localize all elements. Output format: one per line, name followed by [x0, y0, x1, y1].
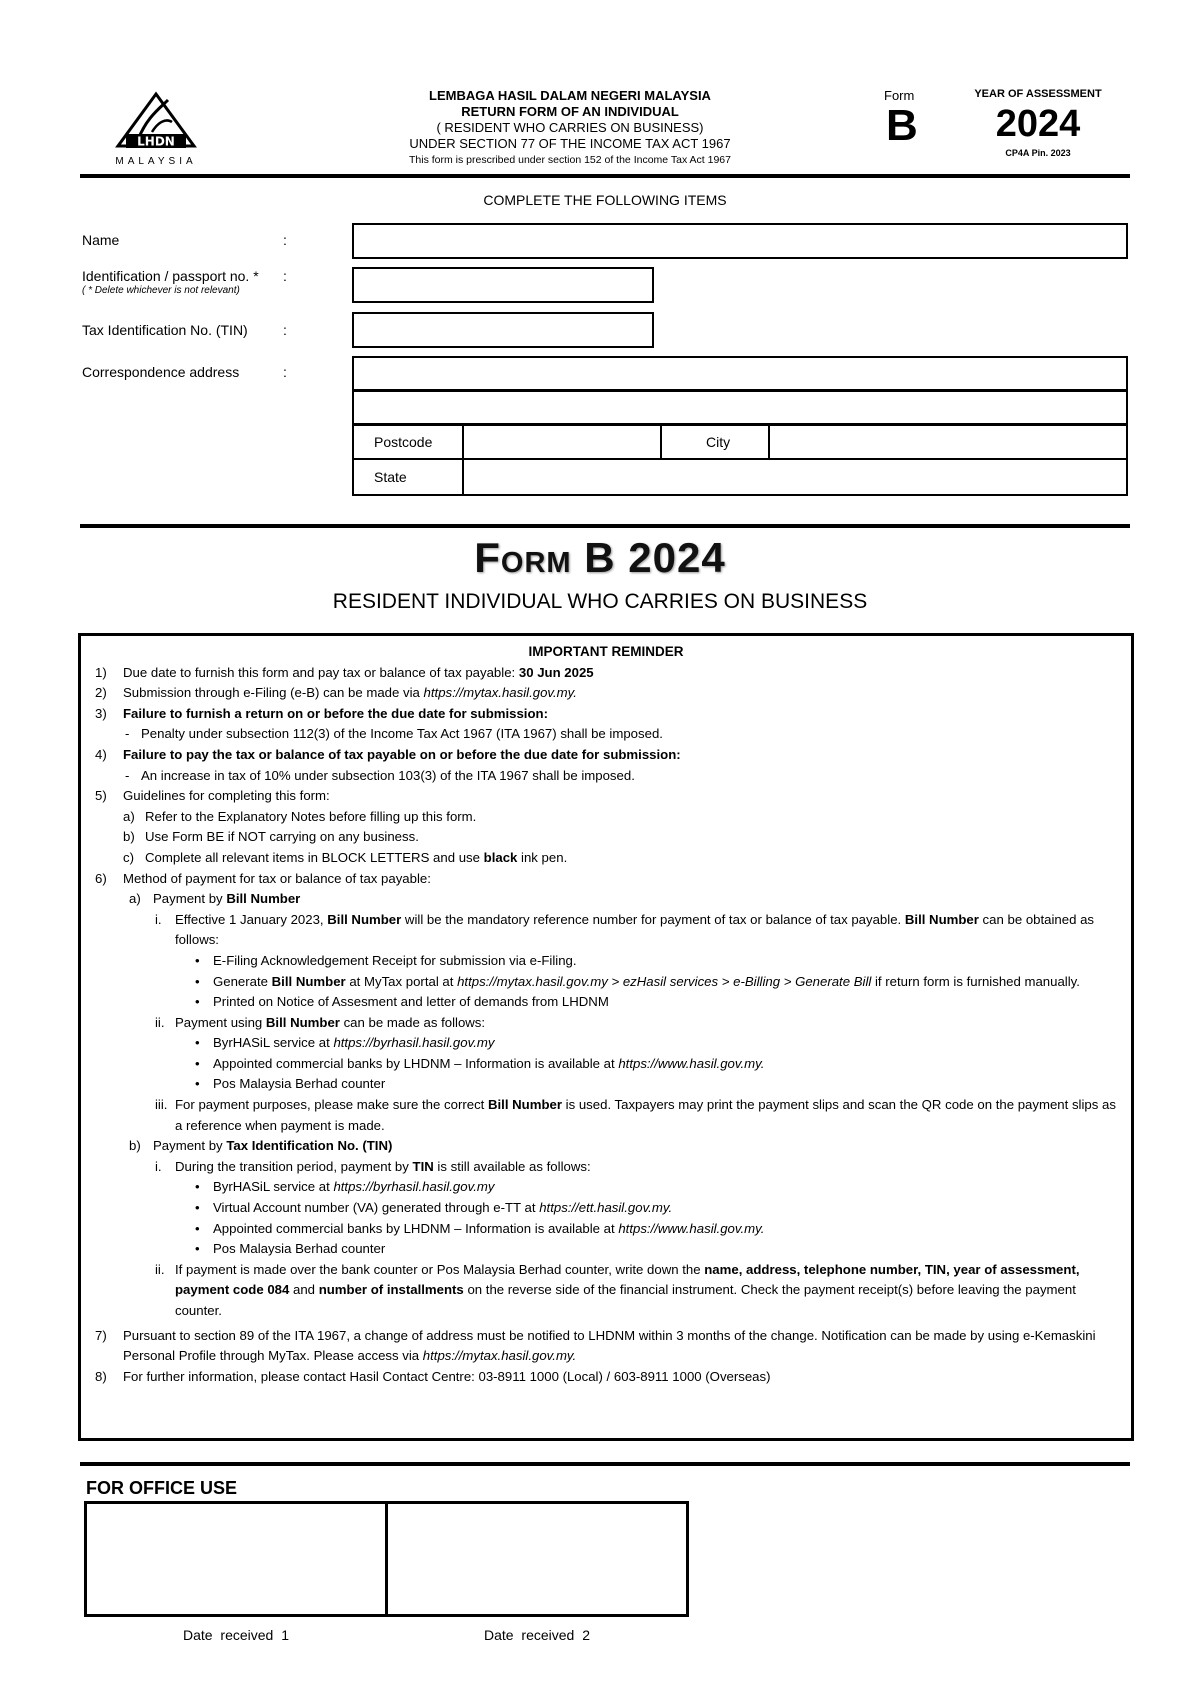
- roman-text-bold: name, address, telephone number, TIN, year of assessment, payment code 084: [175, 1261, 1080, 1298]
- state-label-cell: [352, 458, 464, 496]
- date-received-1-label: Date received 1: [182, 1627, 290, 1643]
- roman-text-bold: number of installments: [318, 1282, 464, 1298]
- reminder-item-2: [93, 683, 1119, 704]
- ebilling-link[interactable]: https://mytax.hasil.gov.my > ezHasil services > e-Billing > Generate Bill: [457, 973, 872, 989]
- address-line-2-field[interactable]: [352, 390, 1128, 425]
- reminder-divider: [80, 1462, 1130, 1466]
- id-note: ( * Delete whichever is not relevant): [82, 285, 240, 296]
- name-field[interactable]: [352, 223, 1128, 259]
- roman-text: will be the mandatory reference number for payment of tax or balance of tax payable.: [401, 911, 905, 927]
- hasil-link[interactable]: https://www.hasil.gov.my.: [618, 1055, 765, 1071]
- office-use-title: FOR OFFICE USE: [86, 1478, 238, 1498]
- bullet-text: at MyTax portal at: [345, 973, 458, 989]
- sub-marker: a): [129, 891, 141, 907]
- roman-text: Payment using: [175, 1014, 266, 1030]
- roman-text: and: [289, 1282, 319, 1298]
- reminder-item-4: [93, 745, 1119, 766]
- city-label-cell: [660, 424, 770, 460]
- colon: :: [283, 268, 287, 284]
- date-received-2-label: Date received 2: [483, 1627, 591, 1643]
- item-number: 8): [95, 1368, 107, 1384]
- roman-text: is used. Taxpayers may print the payment slips and scan the QR code on the payment slips as a reference when payment is made.: [175, 1097, 1116, 1133]
- bullet-text: Appointed commercial banks by LHDNM – Information is available at: [213, 1220, 619, 1236]
- sub-marker: b): [123, 829, 135, 845]
- colon: :: [283, 364, 287, 380]
- colon: :: [283, 322, 287, 338]
- item-text: Failure to furnish a return on or before the due date for submission:: [123, 705, 548, 721]
- roman-text: can be obtained as follows:: [175, 911, 1095, 948]
- reminder-roman-item: [93, 1157, 1119, 1178]
- item-number: 1): [95, 664, 107, 680]
- reminder-bullet: • Printed on Notice of Assesment and letter of demands from LHDNM: [93, 992, 1119, 1013]
- reminder-heading: IMPORTANT REMINDER: [528, 644, 684, 659]
- roman-marker: iii.: [155, 1097, 168, 1113]
- byrhasil-link[interactable]: https://byrhasil.hasil.gov.my: [333, 1035, 495, 1051]
- tin-label: Tax Identification No. (TIN): [82, 322, 248, 338]
- sub-marker: c): [123, 849, 134, 865]
- lhdn-logo: [108, 88, 204, 168]
- date-received-2-box: [385, 1501, 689, 1617]
- reminder-roman-item: [93, 1013, 1119, 1034]
- sub-marker: a): [123, 808, 135, 824]
- item-text: Method of payment for tax or balance of tax payable:: [123, 870, 431, 886]
- agency-name: LEMBAGA HASIL DALAM NEGERI MALAYSIA: [429, 88, 711, 103]
- form-label: Form: [884, 88, 915, 103]
- mytax-link[interactable]: https://mytax.hasil.gov.my.: [423, 685, 577, 701]
- header-divider: [80, 174, 1130, 178]
- tin-field[interactable]: [352, 312, 654, 348]
- reminder-item-8: [93, 1367, 1119, 1388]
- reminder-bullet: [93, 1219, 1119, 1240]
- reminder-bullet: [93, 1033, 1119, 1054]
- item-text: Submission through e-Filing (e-B) can be made via: [123, 685, 424, 701]
- sub-text: ink pen.: [517, 849, 568, 865]
- reminder-item-6: [93, 869, 1119, 890]
- date-received-1-box: [84, 1501, 388, 1617]
- bullet-text-bold: Bill Number: [271, 973, 346, 989]
- reminder-bullet: • Pos Malaysia Berhad counter: [93, 1074, 1119, 1095]
- bullet-text: Virtual Account number (VA) generated through e-TT at: [213, 1200, 540, 1216]
- roman-text-bold: Bill Number: [327, 911, 402, 927]
- id-label-block: [82, 268, 259, 296]
- id-passport-field[interactable]: [352, 267, 654, 303]
- items-title: COMPLETE THE FOLLOWING ITEMS: [483, 192, 727, 208]
- mytax-link[interactable]: https://mytax.hasil.gov.my.: [422, 1348, 577, 1364]
- roman-text-bold: TIN: [412, 1158, 434, 1174]
- reminder-dash: - An increase in tax of 10% under subsection 103(3) of the ITA 1967 shall be imposed.: [93, 766, 1119, 787]
- sub-text: Use Form BE if NOT carrying on any business.: [145, 829, 419, 845]
- city-field[interactable]: [768, 424, 1128, 460]
- roman-marker: ii.: [155, 1261, 165, 1277]
- roman-marker: i.: [155, 1158, 162, 1174]
- item-number: 7): [95, 1327, 107, 1343]
- roman-marker: ii.: [155, 1014, 165, 1030]
- sub-text-bold: black: [483, 849, 518, 865]
- item-text: Guidelines for completing this form:: [123, 788, 330, 804]
- roman-text: can be made as follows:: [339, 1014, 486, 1030]
- hasil-link[interactable]: https://www.hasil.gov.my.: [618, 1220, 765, 1236]
- reminder-item-1: [93, 663, 1119, 684]
- form-header: [80, 82, 1130, 174]
- id-label: Identification / passport no. *: [82, 268, 259, 284]
- name-label: Name: [82, 232, 120, 248]
- item-number: 4): [95, 746, 107, 762]
- item-text: Pursuant to section 89 of the ITA 1967, a change of address must be notified to LHDNM within 3 months of the change. Notification can be made by using e-Kemaskini Personal Profile through MyTax. Please access via: [123, 1327, 1096, 1364]
- form-subtitle: ( RESIDENT WHO CARRIES ON BUSINESS): [436, 120, 704, 135]
- header-title-block: [320, 88, 820, 168]
- reminder-bullet: • Pos Malaysia Berhad counter: [93, 1239, 1119, 1260]
- reminder-bullet: [93, 1177, 1119, 1198]
- reminder-sub-item: [93, 1136, 1119, 1157]
- logo-text: LHDN: [137, 134, 175, 149]
- sub-text: Complete all relevant items in BLOCK LETTERS and use: [145, 849, 484, 865]
- postcode-label-cell: [352, 424, 464, 460]
- sub-text-bold: Tax Identification No. (TIN): [226, 1138, 393, 1154]
- bullet-text: ByrHASiL service at: [213, 1035, 334, 1051]
- form-main-title: Form B 2024: [474, 534, 726, 581]
- reminder-roman-item: [93, 1260, 1119, 1322]
- sub-text: Payment by: [153, 891, 227, 907]
- roman-text-bold: Bill Number: [487, 1097, 562, 1113]
- item-text: Failure to pay the tax or balance of tax payable on or before the due date for submission:: [123, 746, 681, 762]
- prescribed-text: This form is prescribed under section 152 of the Income Tax Act 1967: [409, 154, 731, 166]
- item-number: 6): [95, 870, 107, 886]
- ett-link[interactable]: https://ett.hasil.gov.my.: [539, 1200, 673, 1216]
- colon: :: [283, 232, 287, 248]
- item-number: 5): [95, 788, 107, 804]
- sub-text: Refer to the Explanatory Notes before filling up this form.: [145, 808, 477, 824]
- reminder-sub-item: [93, 807, 1119, 828]
- reminder-bullet: • E-Filing Acknowledgement Receipt for submission via e-Filing.: [93, 951, 1119, 972]
- reminder-bullet: [93, 972, 1119, 993]
- address-line-1-field[interactable]: [352, 356, 1128, 391]
- form-sub-title: RESIDENT INDIVIDUAL WHO CARRIES ON BUSINESS: [332, 590, 868, 613]
- item-text: Due date to furnish this form and pay tax or balance of tax payable:: [123, 664, 519, 680]
- postcode-field[interactable]: [462, 424, 662, 460]
- bullet-text: if return form is furnished manually.: [871, 973, 1080, 989]
- reminder-roman-item: [93, 910, 1119, 951]
- sub-text-bold: Bill Number: [226, 891, 301, 907]
- postcode-label: Postcode: [374, 434, 433, 450]
- sub-text: Payment by: [153, 1138, 227, 1154]
- roman-marker: i.: [155, 911, 162, 927]
- reminder-dash: - Penalty under subsection 112(3) of the Income Tax Act 1967 (ITA 1967) shall be imposed.: [93, 724, 1119, 745]
- roman-text-bold: Bill Number: [265, 1014, 340, 1030]
- logo-subtext: MALAYSIA: [115, 156, 197, 167]
- reminder-item-5: [93, 786, 1119, 807]
- reminder-roman-item: [93, 1095, 1119, 1136]
- roman-text: If payment is made over the bank counter or Pos Malaysia Berhad counter, write down the: [175, 1261, 705, 1277]
- reminder-sub-item: [93, 827, 1119, 848]
- roman-text: For payment purposes, please make sure the correct: [175, 1097, 488, 1113]
- yoa-label: YEAR OF ASSESSMENT: [974, 88, 1102, 100]
- bullet-text: ByrHASiL service at: [213, 1179, 334, 1195]
- lhdn-emblem-icon: [108, 88, 204, 158]
- due-date: 30 Jun 2025: [518, 664, 594, 680]
- reminder-sub-item: [93, 889, 1119, 910]
- reminder-bullet: [93, 1054, 1119, 1075]
- bullet-text: Appointed commercial banks by LHDNM – Information is available at: [213, 1055, 619, 1071]
- sub-marker: b): [129, 1138, 141, 1154]
- bullet-text: Generate: [213, 973, 272, 989]
- roman-text: on the reverse side of the financial instrument. Check the payment receipt(s) before leaving the payment counter.: [175, 1282, 1076, 1318]
- form-code: CP4A Pin. 2023: [1005, 148, 1071, 158]
- important-reminder: [78, 633, 1134, 1441]
- byrhasil-link[interactable]: https://byrhasil.hasil.gov.my: [333, 1179, 495, 1195]
- reminder-item-3: [93, 704, 1119, 725]
- roman-text: Effective 1 January 2023,: [175, 911, 328, 927]
- roman-text: is still available as follows:: [433, 1158, 591, 1174]
- yoa-year: 2024: [995, 103, 1081, 145]
- section-text: UNDER SECTION 77 OF THE INCOME TAX ACT 1967: [409, 136, 731, 151]
- reminder-sub-item: [93, 848, 1119, 869]
- item-number: 2): [95, 685, 107, 701]
- address-label: Correspondence address: [82, 364, 240, 380]
- state-field[interactable]: [462, 458, 1128, 496]
- items-divider: [80, 524, 1130, 528]
- roman-text: During the transition period, payment by: [175, 1158, 413, 1174]
- form-title: RETURN FORM OF AN INDIVIDUAL: [461, 104, 679, 119]
- form-letter: B: [886, 101, 918, 150]
- city-label: City: [706, 434, 731, 450]
- reminder-bullet: [93, 1198, 1119, 1219]
- state-label: State: [374, 469, 407, 485]
- item-number: 3): [95, 705, 107, 721]
- roman-text-bold: Bill Number: [904, 911, 979, 927]
- item-text: For further information, please contact Hasil Contact Centre: 03-8911 1000 (Local) / 603-8911 1000 (Overseas): [123, 1368, 771, 1384]
- reminder-item-7: [93, 1326, 1119, 1367]
